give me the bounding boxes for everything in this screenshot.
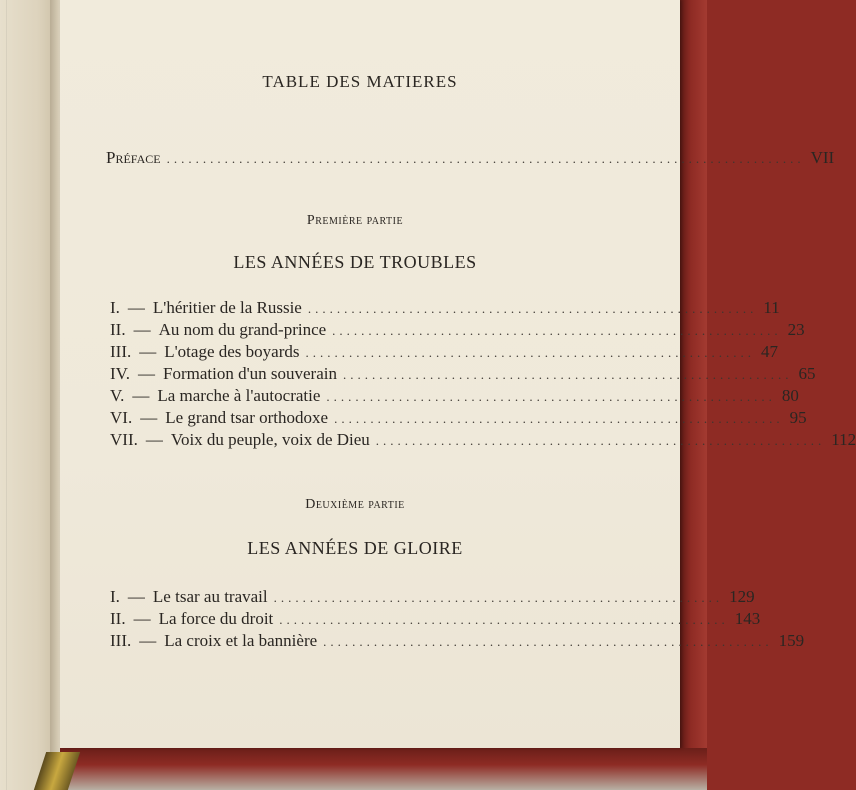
chapter-title: La croix et la bannière — [164, 631, 318, 650]
toc-row — [110, 408, 807, 428]
toc-content — [60, 0, 856, 748]
chapter-title: La marche à l'autocratie — [157, 386, 321, 405]
chapter-title: L'otage des boyards — [164, 342, 300, 361]
chapter-number: VI. — [110, 408, 133, 427]
chapter-title: Le grand tsar orthodoxe — [165, 408, 329, 427]
toc-row — [110, 342, 778, 362]
chapter-dash: — — [132, 386, 150, 405]
part-2-label: Deuxième partie — [305, 497, 405, 512]
toc-row — [110, 298, 780, 318]
chapter-page: 159 — [778, 631, 805, 650]
book-bottom-edge — [60, 748, 707, 790]
chapter-page: 11 — [763, 298, 780, 317]
chapter-title: La force du droit — [158, 609, 274, 628]
chapter-dash: — — [133, 320, 151, 339]
chapter-number: VII. — [110, 430, 138, 449]
preface-page: VII — [810, 148, 835, 167]
leader-dots: .............................................................. — [326, 389, 776, 404]
chapter-title: Le tsar au travail — [152, 587, 268, 606]
leader-dots: .............................................................. — [305, 345, 755, 360]
chapter-page: 23 — [787, 320, 805, 339]
left-page-edge — [0, 0, 54, 790]
leader-dots: .............................................................. — [273, 590, 724, 605]
part-1-title: LES ANNÉES DE TROUBLES — [233, 252, 477, 272]
chapter-dash: — — [139, 631, 157, 650]
toc-row — [110, 631, 805, 651]
chapter-page: 47 — [760, 342, 778, 361]
chapter-title: Formation d'un souverain — [163, 364, 337, 383]
toc-row — [110, 609, 761, 629]
toc-row — [110, 364, 816, 384]
book-page — [60, 0, 856, 748]
chapter-page: 80 — [781, 386, 799, 405]
chapter-number: II. — [110, 320, 126, 339]
chapter-dash: — — [138, 364, 155, 383]
chapter-dash: — — [127, 587, 145, 606]
leader-dots: .............................................................. — [342, 367, 793, 382]
leader-dots: .............................................................. — [307, 301, 758, 316]
chapter-page: 65 — [798, 364, 816, 383]
leader-dots: ........................................................................................ — [166, 151, 805, 166]
leader-dots: .............................................................. — [332, 323, 782, 338]
toc-row — [110, 430, 856, 450]
leader-dots: .............................................................. — [334, 411, 784, 426]
chapter-number: III. — [110, 631, 132, 650]
preface-label: Préface — [106, 148, 161, 167]
chapter-title: L'héritier de la Russie — [152, 298, 302, 317]
chapter-number: I. — [110, 587, 120, 606]
leader-dots: .............................................................. — [323, 634, 773, 649]
chapter-dash: — — [140, 408, 158, 427]
toc-preface-row — [106, 148, 835, 168]
chapter-dash: — — [139, 342, 157, 361]
leader-dots: .............................................................. — [279, 612, 729, 627]
toc-row — [110, 386, 799, 406]
chapter-dash: — — [133, 609, 151, 628]
chapter-title: Voix du peuple, voix de Dieu — [170, 430, 370, 449]
chapter-number: I. — [110, 298, 120, 317]
chapter-number: II. — [110, 609, 126, 628]
toc-row — [110, 587, 755, 607]
toc-title: TABLE DES MATIERES — [262, 72, 458, 91]
chapter-page: 129 — [729, 587, 755, 606]
part-1-label: Première partie — [306, 213, 404, 228]
chapter-dash: — — [145, 430, 163, 449]
part-2-title: LES ANNÉES DE GLOIRE — [247, 538, 463, 558]
toc-row — [110, 320, 805, 340]
leader-dots: .............................................................. — [375, 433, 826, 448]
chapter-dash: — — [127, 298, 145, 317]
chapter-page: 143 — [734, 609, 761, 628]
chapter-page: 95 — [789, 408, 807, 427]
chapter-title: Au nom du grand-prince — [158, 320, 327, 339]
chapter-number: V. — [110, 386, 125, 405]
chapter-number: IV. — [110, 364, 130, 383]
chapter-page: 112 — [831, 430, 856, 449]
chapter-number: III. — [110, 342, 132, 361]
